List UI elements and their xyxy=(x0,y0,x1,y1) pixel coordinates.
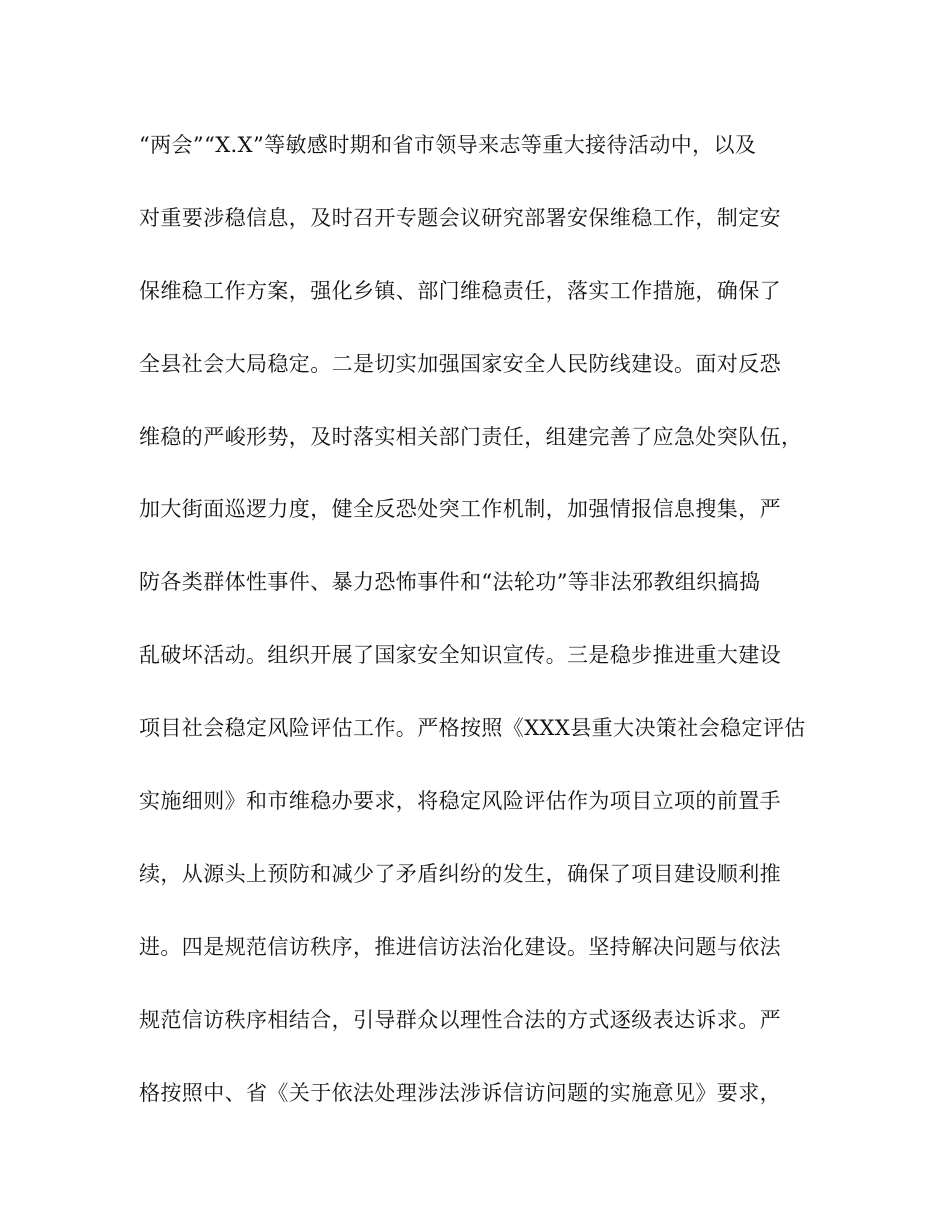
text-line: 进。四是规范信访秩序，推进信访法治化建设。坚持解决问题与依法 xyxy=(139,934,781,959)
text-line: 规范信访秩序相结合，引导群众以理性合法的方式逐级表达诉求。严 xyxy=(139,1007,781,1032)
text-line: 全县社会大局稳定。二是切实加强国家安全人民防线建设。面对反恐 xyxy=(139,351,781,376)
text-line: 格按照中、省《关于依法处理涉法涉诉信访问题的实施意见》要求， xyxy=(139,1080,781,1105)
text-line: 项目社会稳定风险评估工作。严格按照《XXX县重大决策社会稳定评估 xyxy=(139,716,806,741)
text-line: “两会”“X.X”等敏感时期和省市领导来志等重大接待活动中，以及 xyxy=(139,133,757,157)
text-line: 保维稳工作方案，强化乡镇、部门维稳责任，落实工作措施，确保了 xyxy=(139,278,781,303)
text-line: 加大街面巡逻力度，健全反恐处突工作机制，加强情报信息搜集，严 xyxy=(139,497,781,522)
text-line: 实施细则》和市维稳办要求，将稳定风险评估作为项目立项的前置手 xyxy=(139,789,781,814)
text-line: 对重要涉稳信息，及时召开专题会议研究部署安保维稳工作，制定安 xyxy=(139,205,781,230)
text-line: 维稳的严峻形势，及时落实相关部门责任，组建完善了应急处突队伍， xyxy=(139,424,803,449)
text-line: 乱破坏活动。组织开展了国家安全知识宣传。三是稳步推进重大建设 xyxy=(139,643,781,668)
text-line: 续，从源头上预防和减少了矛盾纠纷的发生，确保了项目建设顺利推 xyxy=(139,861,781,886)
text-line: 防各类群体性事件、暴力恐怖事件和“法轮功”等非法邪教组织搞捣 xyxy=(139,570,761,595)
body-paragraph xyxy=(139,122,819,1142)
